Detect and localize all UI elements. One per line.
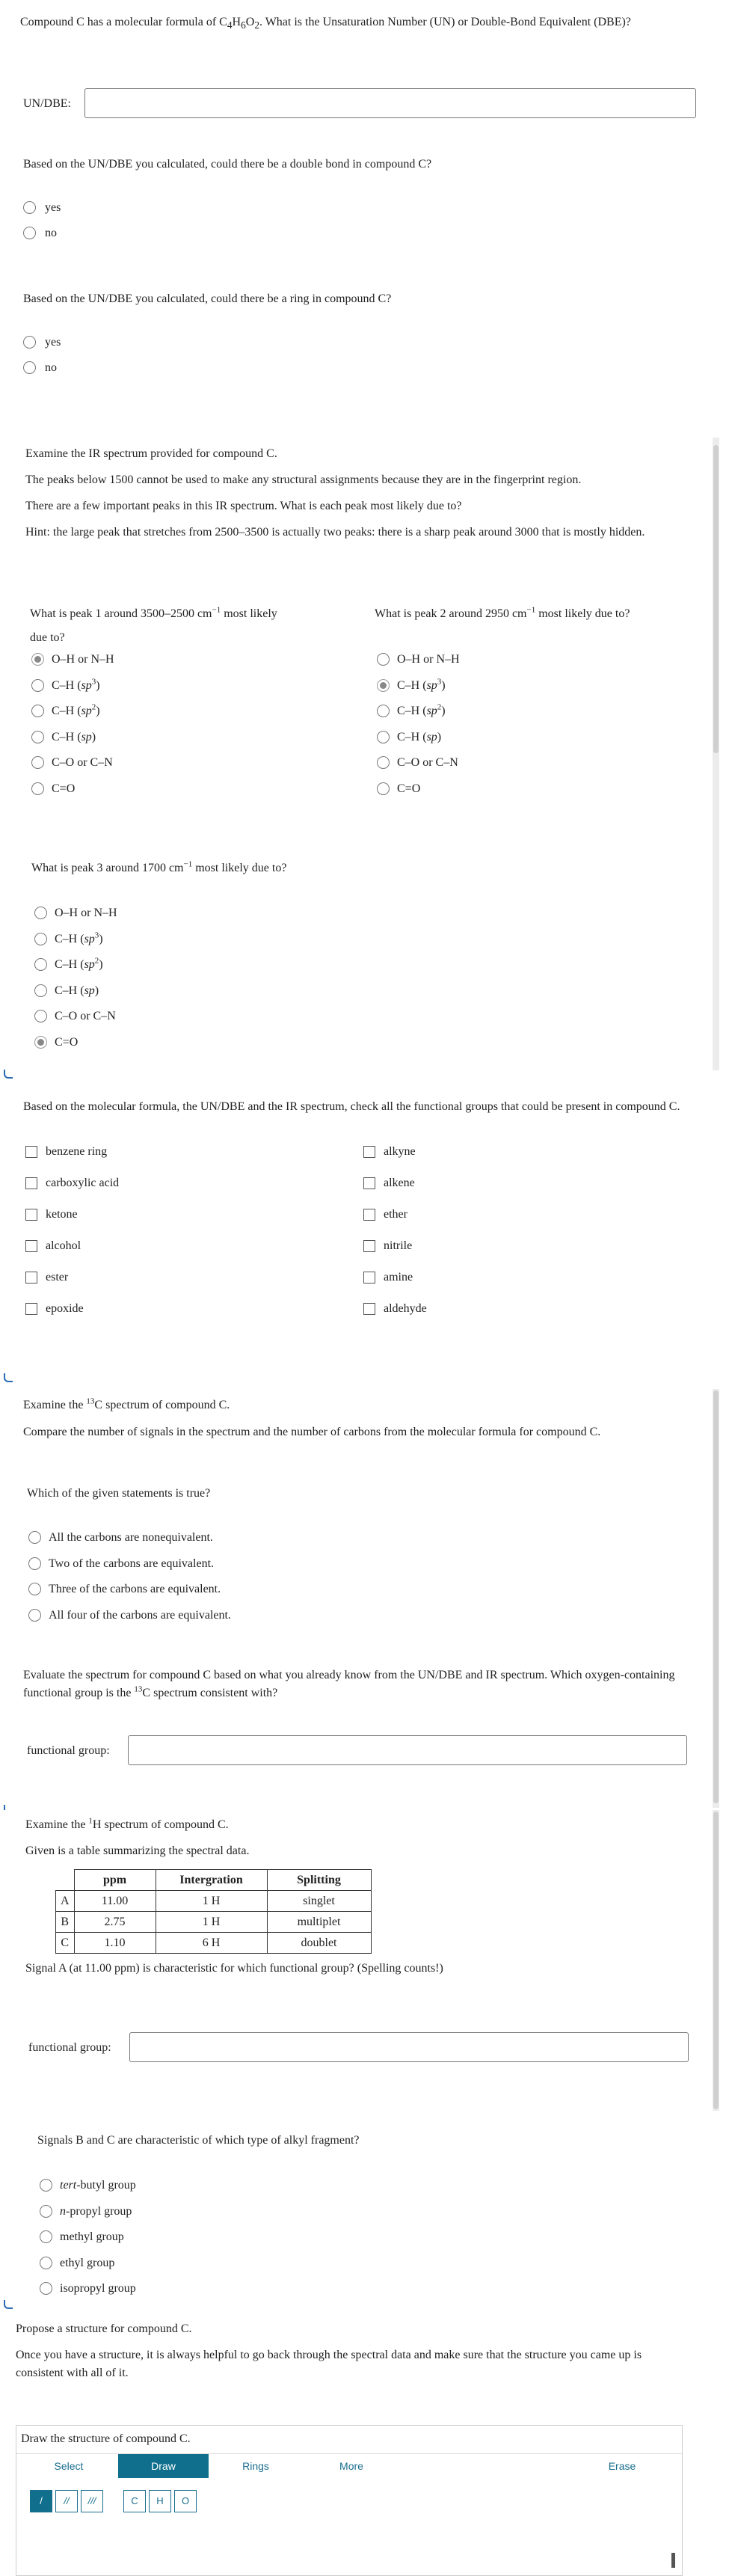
table-cell: A xyxy=(56,1891,75,1912)
table-cell: 1 H xyxy=(156,1912,267,1933)
signals-bc-question: Signals B and C are characteristic of which type of alkyl fragment? xyxy=(37,2134,360,2147)
question-card-unsaturation xyxy=(0,0,719,423)
tab-rings[interactable]: Rings xyxy=(242,2460,269,2472)
peak2-option-label: C–H $(sp^2)$ xyxy=(397,702,446,717)
functional-group-label: benzene ring xyxy=(46,1145,108,1158)
functional-group-label: ether xyxy=(384,1208,407,1221)
proton-table-intro: Given is a table summarizing the spectral data. xyxy=(25,1844,250,1857)
table-row xyxy=(56,1891,372,1912)
oxygen-atom-tool[interactable]: O xyxy=(174,2490,197,2512)
ir-intro: Examine the IR spectrum provided for compound C. xyxy=(25,447,277,460)
tab-erase[interactable]: Erase xyxy=(608,2460,636,2472)
functional-group-label: alkyne xyxy=(384,1145,416,1158)
table-cell: 2.75 xyxy=(74,1912,156,1933)
table-cell: multiplet xyxy=(267,1912,371,1933)
triple-bond-tool[interactable]: /// xyxy=(81,2490,103,2512)
carbon13-statement-question: Which of the given statements is true? xyxy=(27,1487,211,1500)
peak3-option-label: C–H $(sp^2)$ xyxy=(55,956,103,971)
table-header xyxy=(56,1870,75,1891)
carbon13-intro: Examine the $^{13}$C spectrum of compound C. xyxy=(23,1396,230,1411)
carbon13-option-label: Three of the carbons are equivalent. xyxy=(49,1583,221,1595)
functional-group-checkbox[interactable] xyxy=(25,1177,37,1189)
peak1-option-radio[interactable] xyxy=(31,756,44,769)
proton-fg-label: functional group: xyxy=(28,2041,111,2054)
functional-group-checkbox[interactable] xyxy=(25,1146,37,1158)
peak2-option-label: C=O xyxy=(397,782,421,795)
ring-yes-radio[interactable] xyxy=(23,336,36,349)
proton-nmr-card xyxy=(0,1810,719,2300)
double-bond-no-radio[interactable] xyxy=(23,227,36,239)
peak3-question: What is peak 3 around 1700 $cm^{-1}$ most likely due to? xyxy=(31,859,287,874)
peak2-option-label: C–O or C–N xyxy=(397,756,458,769)
double-bond-question: Based on the UN/DBE you calculated, could there be a double bond in compound C? xyxy=(23,158,432,171)
alkyl-option-label: ethyl group xyxy=(60,2256,115,2269)
carbon-atom-tool[interactable]: C xyxy=(123,2490,146,2512)
peak1-question: What is peak 1 around 3500–2500 $cm^{-1}$ most likely due to? xyxy=(30,605,277,644)
alkyl-option-label: n-propyl group xyxy=(60,2204,132,2218)
hydrogen-atom-tool[interactable]: H xyxy=(149,2490,171,2512)
peak2-option-radio[interactable] xyxy=(377,653,390,666)
unsaturation-question: Compound C has a molecular formula of $C_4H_6O_2$. What is the Unsaturation Number (UN) or Double-Bond Equivalent (DBE)? xyxy=(20,16,631,31)
peak2-option-label: O–H or N–H xyxy=(397,653,460,666)
functional-group-checkbox[interactable] xyxy=(363,1272,375,1284)
table-header: Intergration xyxy=(156,1870,267,1891)
section-marker xyxy=(4,1070,13,1079)
functional-groups-question: Based on the molecular formula, the UN/DBE and the IR spectrum, check all the functional groups that could be present in compound C. xyxy=(23,1100,680,1113)
carbon13-option-label: Two of the carbons are equivalent. xyxy=(49,1557,215,1570)
table-header: Splitting xyxy=(267,1870,371,1891)
table-row xyxy=(56,1912,372,1933)
peak2-option-radio[interactable] xyxy=(377,731,390,743)
peak3-option-label: C–H (sp) xyxy=(55,984,99,997)
peak1-option-radio[interactable] xyxy=(31,731,44,743)
proton-intro: Examine the $^1$H spectrum of compound C. xyxy=(25,1816,229,1831)
tab-more[interactable]: More xyxy=(339,2460,363,2472)
peak2-option-radio[interactable] xyxy=(377,756,390,769)
table-cell: 1.10 xyxy=(74,1933,156,1954)
peak3-option-label: C=O xyxy=(55,1035,79,1049)
double-bond-tool[interactable]: // xyxy=(55,2490,78,2512)
table-row xyxy=(56,1933,372,1954)
signal-a-question: Signal A (at 11.00 ppm) is characteristic for which functional group? (Spelling counts!) xyxy=(25,1962,443,1975)
functional-group-checkbox[interactable] xyxy=(363,1209,375,1221)
peak1-option-label: C–H $(sp^3)$ xyxy=(52,677,100,692)
ring-no-radio[interactable] xyxy=(23,361,36,374)
double-bond-yes-label: yes xyxy=(45,201,61,214)
functional-group-label: aldehyde xyxy=(384,1302,427,1315)
carbon13-fg-input[interactable] xyxy=(128,1735,687,1765)
ir-peaks-question: There are a few important peaks in this IR spectrum. What is each peak most likely due to? xyxy=(25,500,462,512)
draw-structure-label: Draw the structure of compound C. xyxy=(21,2432,191,2445)
peak3-option-label: C–O or C–N xyxy=(55,1010,116,1022)
alkyl-option-radio[interactable] xyxy=(40,2179,52,2192)
ring-question: Based on the UN/DBE you calculated, could there be a ring in compound C? xyxy=(23,292,392,305)
tab-select[interactable]: Select xyxy=(54,2460,84,2472)
functional-group-checkbox[interactable] xyxy=(25,1209,37,1221)
carbon13-evaluate-question: Evaluate the spectrum for compound C based on what you already know from the UN/DBE and IR spectrum. Which oxygen-containing functional group is the $^{13}$C spectrum consistent with? xyxy=(23,1669,675,1699)
double-bond-no-label: no xyxy=(45,227,57,239)
peak2-option-radio[interactable] xyxy=(377,782,390,795)
table-cell: B xyxy=(56,1912,75,1933)
functional-group-checkbox[interactable] xyxy=(363,1146,375,1158)
carbon13-card xyxy=(0,1387,719,1808)
peak3-option-radio[interactable] xyxy=(34,933,47,945)
section-marker xyxy=(4,2300,13,2309)
carbon13-compare: Compare the number of signals in the spectrum and the number of carbons from the molecular formula for compound C. xyxy=(23,1426,601,1438)
functional-group-label: carboxylic acid xyxy=(46,1177,120,1189)
functional-group-label: amine xyxy=(384,1271,413,1284)
functional-group-label: epoxide xyxy=(46,1302,84,1315)
carbon13-option-radio[interactable] xyxy=(28,1609,41,1622)
ir-hint: Hint: the large peak that stretches from 2500–3500 is actually two peaks: there is a sharp peak around 3000 that is mostly hidden. xyxy=(25,526,645,539)
carbon13-option-radio[interactable] xyxy=(28,1583,41,1595)
peak1-option-label: C–H (sp) xyxy=(52,730,96,743)
section-marker xyxy=(4,1373,13,1382)
peak1-option-radio[interactable] xyxy=(31,782,44,795)
ir-fingerprint-note: The peaks below 1500 cannot be used to make any structural assignments because they are in the fingerprint region. xyxy=(25,473,582,486)
peak1-option-radio[interactable] xyxy=(31,679,44,692)
functional-group-label: alcohol xyxy=(46,1239,81,1252)
peak1-option-label: C=O xyxy=(52,782,76,795)
peak3-option-label: O–H or N–H xyxy=(55,907,117,919)
ring-yes-label: yes xyxy=(45,336,61,349)
alkyl-option-label: methyl group xyxy=(60,2230,124,2243)
alkyl-option-label: isopropyl group xyxy=(60,2282,136,2295)
ir-spectrum-card xyxy=(0,430,719,1071)
functional-group-checkbox[interactable] xyxy=(25,1240,37,1252)
alkyl-option-label: tert-butyl group xyxy=(60,2179,136,2192)
table-cell: singlet xyxy=(267,1891,371,1912)
structure-card xyxy=(0,2313,729,2568)
proton-scrollbar-thumb[interactable] xyxy=(713,1812,719,2109)
structure-advice: Once you have a structure, it is always helpful to go back through the spectral data and make sure that the structure you came up is consistent with all of it. xyxy=(16,2349,642,2379)
tab-draw[interactable]: Draw xyxy=(118,2454,209,2478)
carbon13-option-radio[interactable] xyxy=(28,1557,41,1570)
structure-drawing-panel xyxy=(16,2425,683,2576)
peak1-option-radio[interactable] xyxy=(31,705,44,717)
table-cell: 1 H xyxy=(156,1891,267,1912)
table-cell: C xyxy=(56,1933,75,1954)
double-bond-yes-radio[interactable] xyxy=(23,201,36,214)
peak3-option-radio[interactable] xyxy=(34,984,47,997)
peak1-option-radio[interactable] xyxy=(31,653,44,666)
peak3-option-radio[interactable] xyxy=(34,1036,47,1049)
table-cell: 6 H xyxy=(156,1933,267,1954)
carbon13-option-label: All four of the carbons are equivalent. xyxy=(49,1608,231,1622)
alkyl-option-radio[interactable] xyxy=(40,2257,52,2269)
structure-prompt: Propose a structure for compound C. xyxy=(16,2322,192,2335)
peak2-question: What is peak 2 around 2950 $cm^{-1}$ most likely due to? xyxy=(375,605,630,620)
peak2-option-radio[interactable] xyxy=(377,705,390,717)
functional-groups-card xyxy=(0,1083,719,1373)
un-dbe-label: UN/DBE: xyxy=(23,97,71,110)
functional-group-checkbox[interactable] xyxy=(363,1303,375,1315)
ring-no-label: no xyxy=(45,361,57,374)
peak3-option-radio[interactable] xyxy=(34,1010,47,1022)
alkyl-option-radio[interactable] xyxy=(40,2230,52,2243)
peak2-option-label: C–H $(sp^3)$ xyxy=(397,677,446,692)
table-header-row xyxy=(56,1870,372,1891)
alkyl-option-radio[interactable] xyxy=(40,2205,52,2218)
alkyl-option-radio[interactable] xyxy=(40,2282,52,2295)
functional-group-checkbox[interactable] xyxy=(25,1272,37,1284)
ir-scrollbar-thumb[interactable] xyxy=(713,445,719,753)
table-cell: 11.00 xyxy=(74,1891,156,1912)
carbon13-option-radio[interactable] xyxy=(28,1531,41,1544)
functional-group-checkbox[interactable] xyxy=(25,1303,37,1315)
single-bond-tool[interactable]: / xyxy=(30,2490,52,2512)
carbon13-scrollbar-thumb[interactable] xyxy=(713,1390,719,1803)
resize-handle[interactable] xyxy=(671,2553,675,2568)
peak1-option-label: O–H or N–H xyxy=(52,653,114,666)
functional-group-label: ketone xyxy=(46,1208,78,1221)
carbon13-option-label: All the carbons are nonequivalent. xyxy=(49,1531,213,1544)
proton-data-table xyxy=(55,1869,372,1954)
carbon13-fg-label: functional group: xyxy=(27,1744,110,1757)
un-dbe-input[interactable] xyxy=(84,88,696,118)
functional-group-label: ester xyxy=(46,1271,69,1284)
functional-group-label: nitrile xyxy=(384,1239,413,1252)
peak2-option-label: C–H (sp) xyxy=(397,730,442,743)
peak3-option-radio[interactable] xyxy=(34,907,47,919)
peak2-option-radio[interactable] xyxy=(377,679,390,692)
functional-group-label: alkene xyxy=(384,1177,415,1189)
peak3-option-radio[interactable] xyxy=(34,958,47,971)
functional-group-checkbox[interactable] xyxy=(363,1240,375,1252)
peak1-option-label: C–H $(sp^2)$ xyxy=(52,702,100,717)
peak1-option-label: C–O or C–N xyxy=(52,756,113,769)
table-cell: doublet xyxy=(267,1933,371,1954)
proton-fg-input[interactable] xyxy=(129,2032,689,2062)
functional-group-checkbox[interactable] xyxy=(363,1177,375,1189)
table-header: ppm xyxy=(74,1870,156,1891)
peak3-option-label: C–H $(sp^3)$ xyxy=(55,930,103,945)
